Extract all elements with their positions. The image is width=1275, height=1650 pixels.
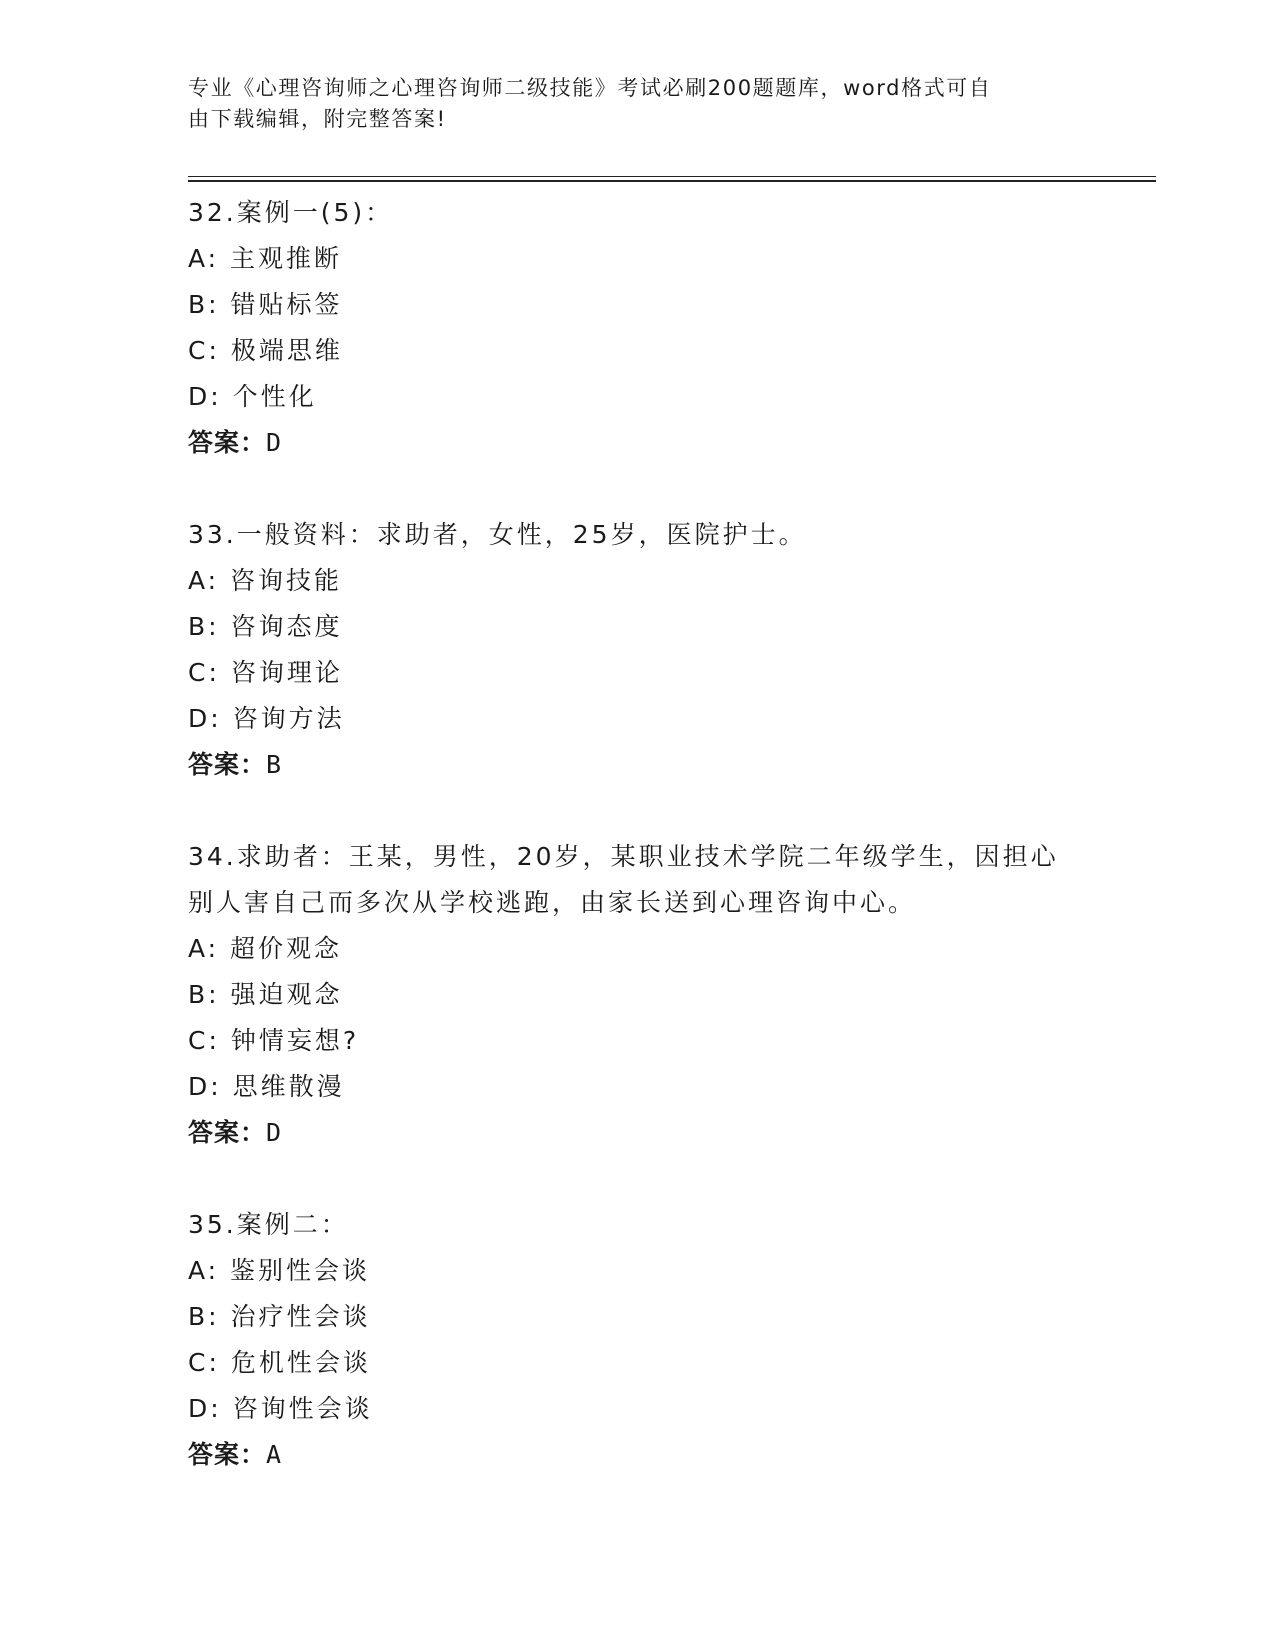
option-b: B: 错贴标签 xyxy=(188,290,343,319)
question-33 xyxy=(188,512,1088,788)
question-stem-line-1: 34.求助者：王某，男性，20岁，某职业技术学院二年级学生，因担心 xyxy=(188,842,1059,871)
question-stem: 33.一般资料：求助者，女性，25岁，医院护士。 xyxy=(188,520,807,549)
option-b: B: 咨询态度 xyxy=(188,612,343,641)
question-stem: 35.案例二： xyxy=(188,1210,349,1239)
option-c: C: 咨询理论 xyxy=(188,658,343,687)
answer-value: D xyxy=(266,428,283,457)
question-32 xyxy=(188,190,1088,466)
option-a: A: 主观推断 xyxy=(188,244,343,273)
question-stem-line-2: 别人害自己而多次从学校逃跑，由家长送到心理咨询中心。 xyxy=(188,888,917,917)
question-list xyxy=(188,190,1088,1524)
document-header xyxy=(188,73,1088,135)
answer-label: 答案： xyxy=(188,1440,267,1469)
header-line-2: 由下载编辑，附完整答案! xyxy=(188,107,447,131)
option-d: D: 咨询方法 xyxy=(188,704,345,733)
option-c: C: 极端思维 xyxy=(188,336,343,365)
answer-line xyxy=(188,1432,1088,1478)
option-a: A: 超价观念 xyxy=(188,934,343,963)
answer-value: B xyxy=(266,750,283,779)
answer-label: 答案： xyxy=(188,750,267,779)
option-d: D: 个性化 xyxy=(188,382,317,411)
option-d: D: 思维散漫 xyxy=(188,1072,345,1101)
answer-line xyxy=(188,1110,1088,1156)
answer-line xyxy=(188,420,1088,466)
header-divider-thin xyxy=(188,176,1156,177)
header-divider-thick xyxy=(188,180,1156,182)
option-a: A: 咨询技能 xyxy=(188,566,343,595)
answer-label: 答案： xyxy=(188,428,267,457)
option-d: D: 咨询性会谈 xyxy=(188,1394,373,1423)
option-b: B: 强迫观念 xyxy=(188,980,343,1009)
answer-label: 答案： xyxy=(188,1118,267,1147)
question-34 xyxy=(188,834,1088,1156)
header-line-1: 专业《心理咨询师之心理咨询师二级技能》考试必刷200题题库，word格式可自 xyxy=(188,76,992,100)
question-stem: 32.案例一(5)： xyxy=(188,198,394,227)
option-c: C: 危机性会谈 xyxy=(188,1348,371,1377)
answer-value: A xyxy=(266,1440,283,1469)
option-b: B: 治疗性会谈 xyxy=(188,1302,371,1331)
question-35 xyxy=(188,1202,1088,1478)
answer-value: D xyxy=(266,1118,283,1147)
answer-line xyxy=(188,742,1088,788)
option-a: A: 鉴别性会谈 xyxy=(188,1256,371,1285)
option-c: C: 钟情妄想? xyxy=(188,1026,360,1055)
